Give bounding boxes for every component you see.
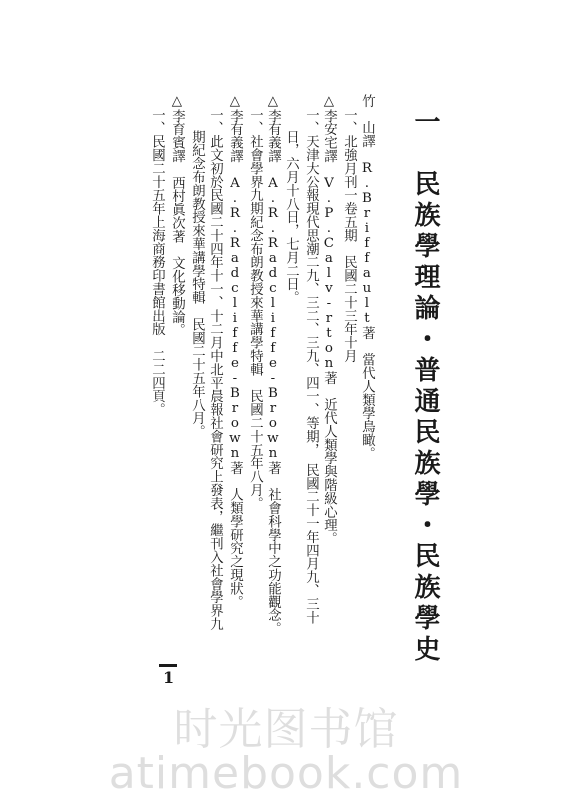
- bibliography-entry-line: 一、社會學界九期紀念布朗教授來華講學特輯 民國二十五年八月。: [247, 108, 263, 510]
- bibliography-entry-line: 一、此文初於民國二十四年十一、十二月中北平晨報社會研究上發表，繼刊入社會學界九: [207, 108, 223, 631]
- page-number: 1: [163, 668, 175, 687]
- watermark: 时光图书馆atimebook.com: [108, 704, 464, 799]
- bibliography-entry-line: △李安宅譯 V.P.Calv-rton著 近代人類學與階級心理。: [321, 94, 337, 546]
- bibliography-entry-line: △李有義譯 A.R.Radcliffe-Brown著 人類學研究之現狀。: [227, 94, 243, 609]
- section-title: 一 民族學理論・普通民族學・民族學史: [410, 108, 440, 666]
- bibliography-continuation-line: 日，六月十八日，七月二日。: [283, 130, 299, 305]
- bibliography-entry-line: △李育賓譯 西村眞次著 文化移動論。: [169, 94, 185, 337]
- bibliography-entry-line: △李有義譯 A.R.Radcliffe-Brown著 社會科學中之功能觀念。: [265, 94, 281, 636]
- bibliography-entry-line: 一、民國二十五年上海商務印書館出版 二二四頁。: [149, 108, 165, 417]
- bibliography-entry-line: 一、北強月刊一卷五期 民國二十三年十月: [341, 108, 357, 363]
- page-number-mark: [159, 664, 177, 690]
- bibliography-entry-line: 竹 山譯 R.Briffault著 當代人類學鳥瞰。: [359, 94, 375, 460]
- page-number-rule: [159, 664, 177, 667]
- bibliography-continuation-line: 期紀念布朗教授來華講學特輯 民國二十五年八月。: [189, 130, 205, 439]
- bibliography-entry-line: 一、天津大公報現代思潮二九、三二、三九、四一、等期， 民國二十一年四月九、三十: [303, 108, 319, 624]
